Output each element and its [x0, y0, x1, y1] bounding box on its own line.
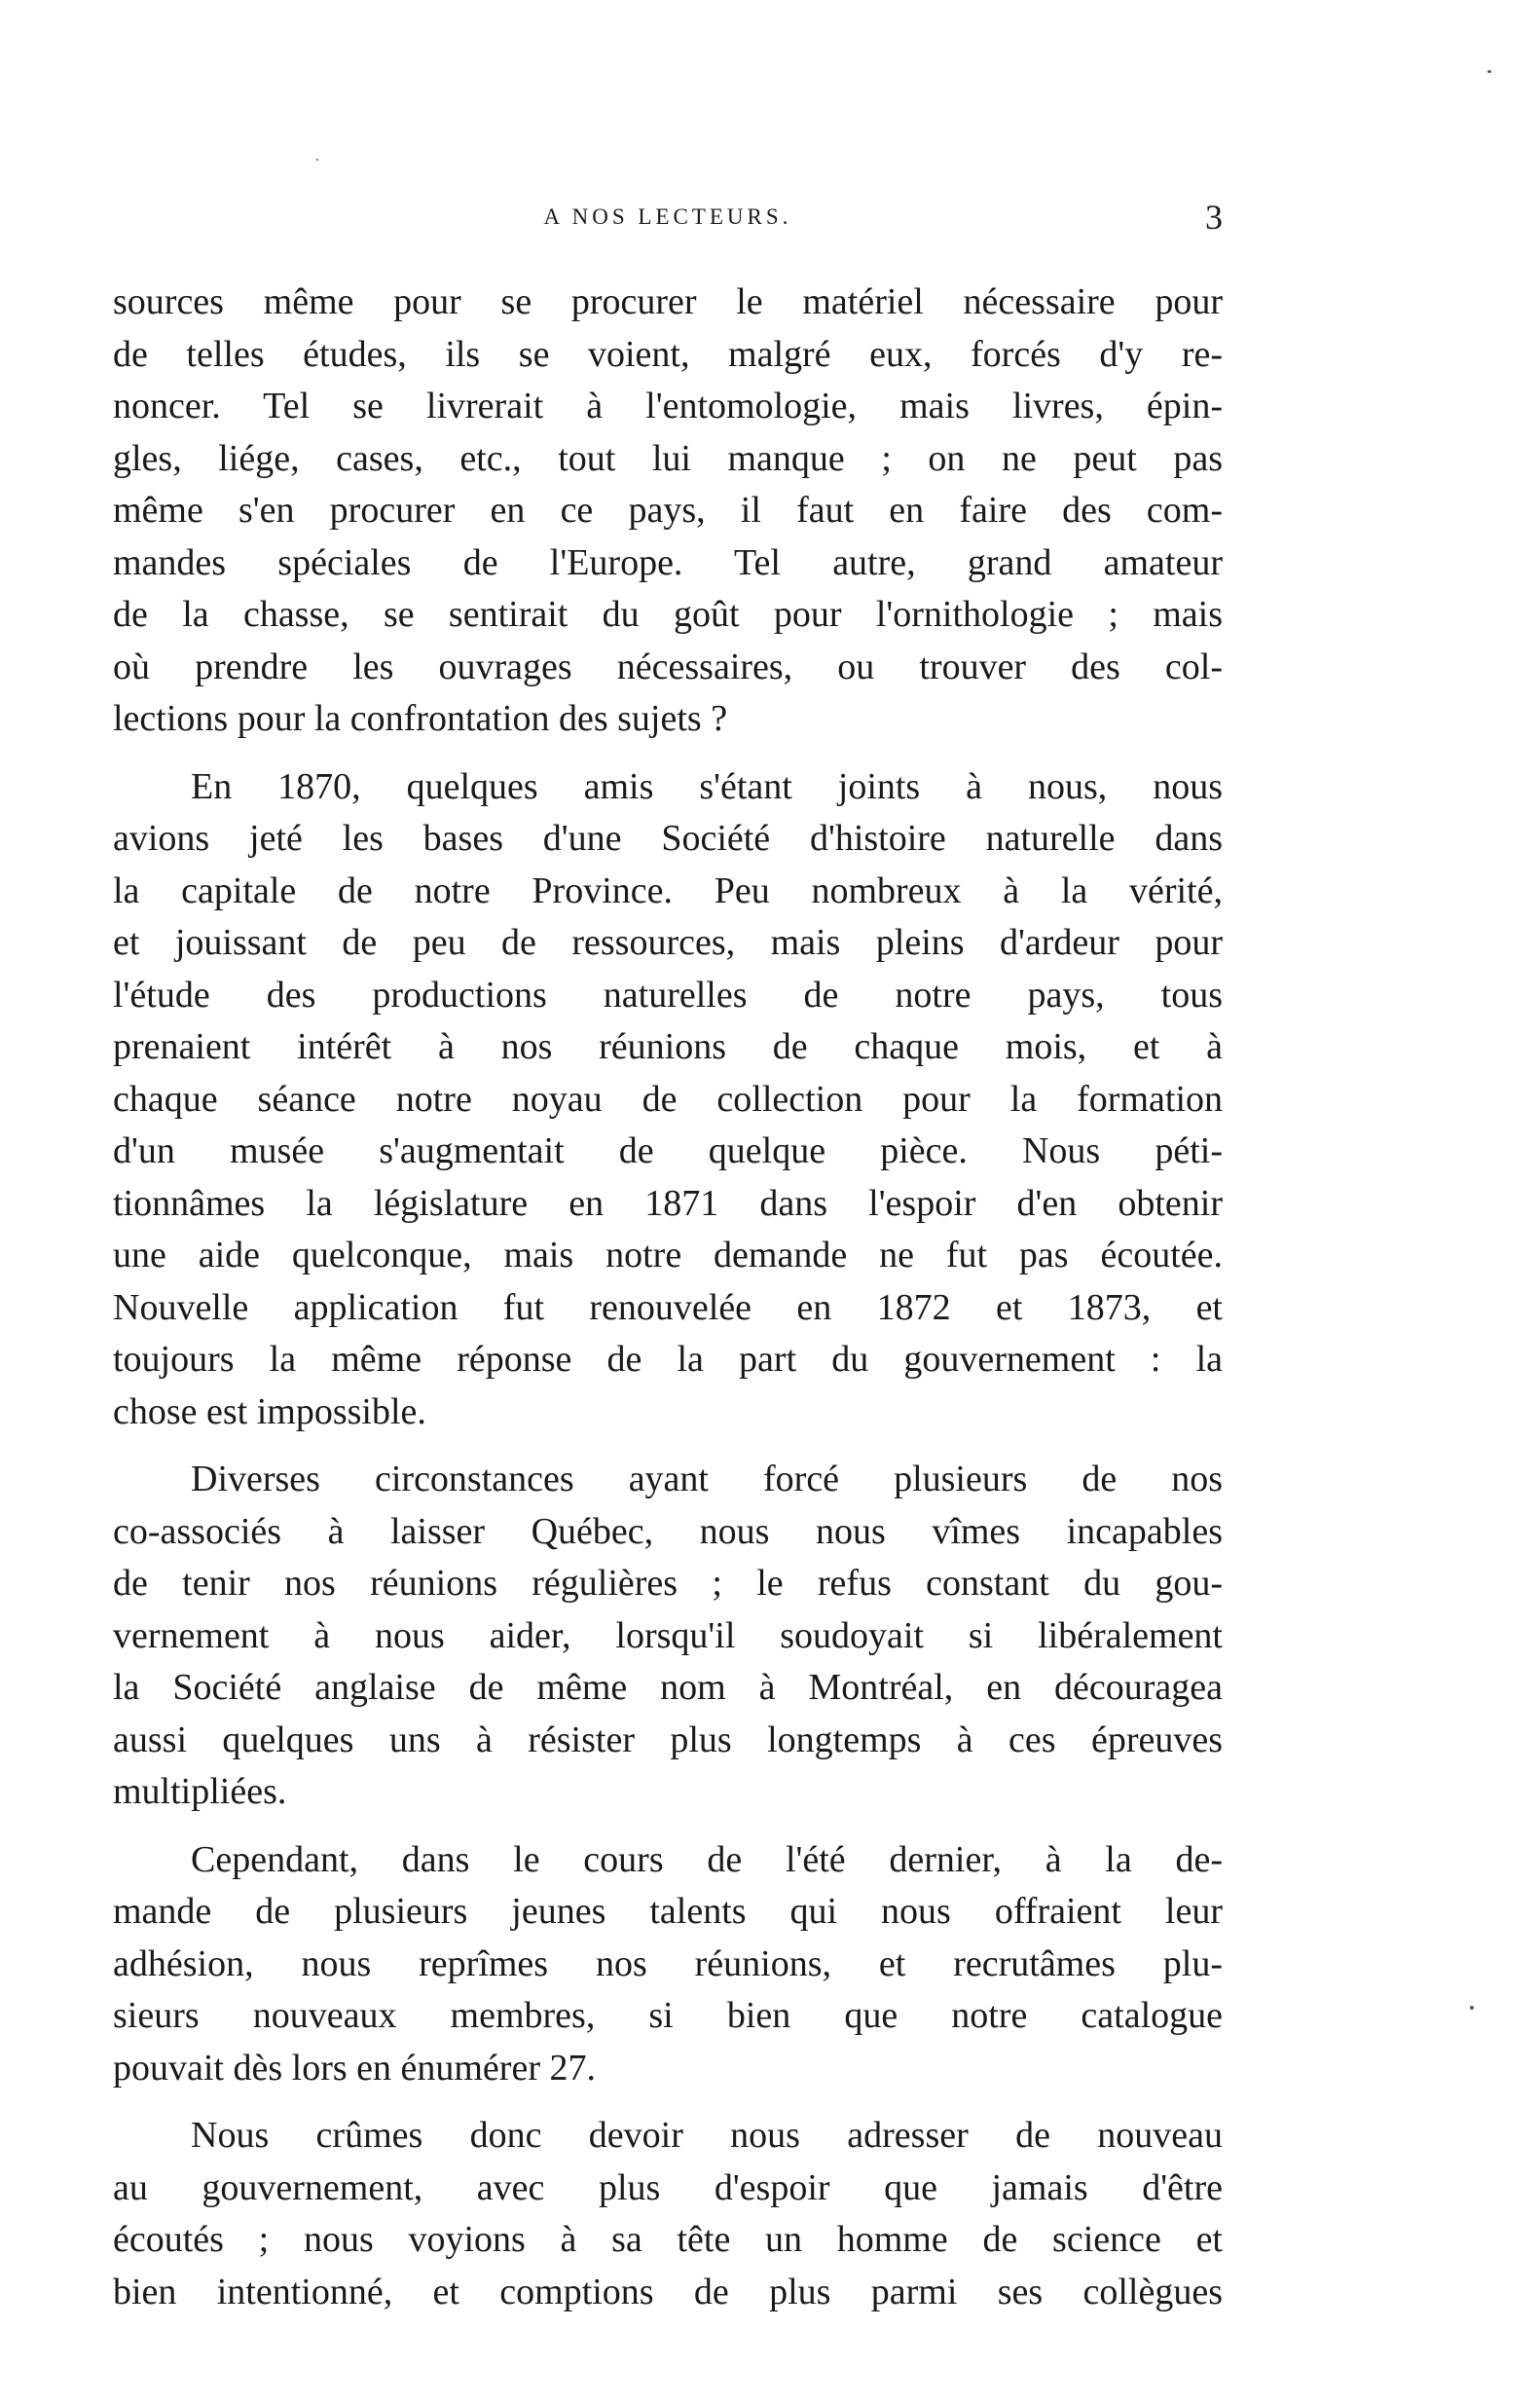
text-line: de la chasse, se sentirait du goût pour l'ornithologie ; mais — [113, 594, 1223, 635]
page-header — [113, 198, 1223, 243]
text-line: chaque séance notre noyau de collection pour la formation — [113, 1078, 1223, 1120]
text-line: adhésion, nous reprîmes nos réunions, et recrutâmes plu- — [113, 1942, 1223, 1984]
text-line: En 1870, quelques amis s'étant joints à nous, nous — [191, 765, 1223, 807]
text-line: de tenir nos réunions régulières ; le refus constant du gou- — [113, 1563, 1223, 1604]
text-line: avions jeté les bases d'une Société d'histoire naturelle dans — [113, 818, 1223, 859]
text-line: pouvait dès lors en énumérer 27. — [113, 2047, 596, 2089]
text-line: Nous crûmes donc devoir nous adresser de nouveau — [191, 2115, 1223, 2156]
text-line: mandes spéciales de l'Europe. Tel autre, grand amateur — [113, 541, 1223, 583]
scan-speck — [1470, 2006, 1474, 2010]
text-line: l'étude des productions naturelles de notre pays, tous — [113, 974, 1223, 1016]
text-line: au gouvernement, avec plus d'espoir que jamais d'être — [113, 2166, 1223, 2208]
text-line: toujours la même réponse de la part du gouvernement : la — [113, 1339, 1223, 1380]
text-line: Nouvelle application fut renouvelée en 1872 et 1873, et — [113, 1286, 1223, 1328]
text-line: sources même pour se procurer le matériel nécessaire pour — [113, 281, 1223, 322]
text-line: chose est impossible. — [113, 1390, 426, 1432]
text-line: d'un musée s'augmentait de quelque pièce. Nous péti- — [113, 1130, 1223, 1171]
paragraph-3 — [113, 1454, 1223, 1819]
text-line: multipliées. — [113, 1771, 287, 1812]
text-line: noncer. Tel se livrerait à l'entomologie, mais livres, épin- — [113, 386, 1223, 426]
paragraph-1 — [113, 277, 1223, 746]
text-line: co-associés à laisser Québec, nous nous vîmes incapables — [113, 1510, 1223, 1552]
paragraph-4 — [113, 1834, 1223, 2095]
text-line: une aide quelconque, mais notre demande ne fut pas écoutée. — [113, 1235, 1223, 1275]
running-head: A NOS LECTEURS. — [543, 204, 792, 229]
text-line: bien intentionné, et comptions de plus parmi ses collègues — [113, 2271, 1223, 2312]
text-line: sieurs nouveaux membres, si bien que notre catalogue — [113, 1995, 1223, 2036]
body-text — [113, 277, 1223, 2318]
text-line: de telles études, ils se voient, malgré eux, forcés d'y re- — [113, 333, 1223, 375]
text-line: lections pour la confrontation des sujets ? — [113, 698, 728, 739]
text-line: Cependant, dans le cours de l'été dernier, à la de- — [191, 1838, 1223, 1880]
text-line: tionnâmes la législature en 1871 dans l'espoir d'en obtenir — [113, 1182, 1223, 1224]
text-line: et jouissant de peu de ressources, mais pleins d'ardeur pour — [113, 922, 1223, 963]
text-line: où prendre les ouvrages nécessaires, ou trouver des col- — [113, 646, 1223, 687]
text-line: la Société anglaise de même nom à Montréal, en découragea — [113, 1667, 1223, 1708]
text-line: prenaient intérêt à nos réunions de chaque mois, et à — [113, 1026, 1223, 1067]
paragraph-2 — [113, 761, 1223, 1439]
text-line: écoutés ; nous voyions à sa tête un homme de science et — [113, 2219, 1223, 2260]
paragraph-5 — [113, 2110, 1223, 2318]
text-line: Diverses circonstances ayant forcé plusieurs de nos — [191, 1459, 1223, 1499]
text-line: aussi quelques uns à résister plus longtemps à ces épreuves — [113, 1719, 1223, 1760]
text-line: vernement à nous aider, lorsqu'il soudoyait si libéralement — [113, 1614, 1223, 1656]
scan-speck — [1487, 70, 1491, 73]
page-number: 3 — [1205, 198, 1223, 237]
text-line: même s'en procurer en ce pays, il faut en faire des com- — [113, 490, 1223, 531]
text-line: gles, liége, cases, etc., tout lui manque ; on ne peut pas — [113, 437, 1223, 479]
text-line: la capitale de notre Province. Peu nombreux à la vérité, — [113, 869, 1223, 911]
text-line: mande de plusieurs jeunes talents qui nous offraient leur — [113, 1891, 1223, 1932]
scan-speck — [316, 159, 318, 161]
